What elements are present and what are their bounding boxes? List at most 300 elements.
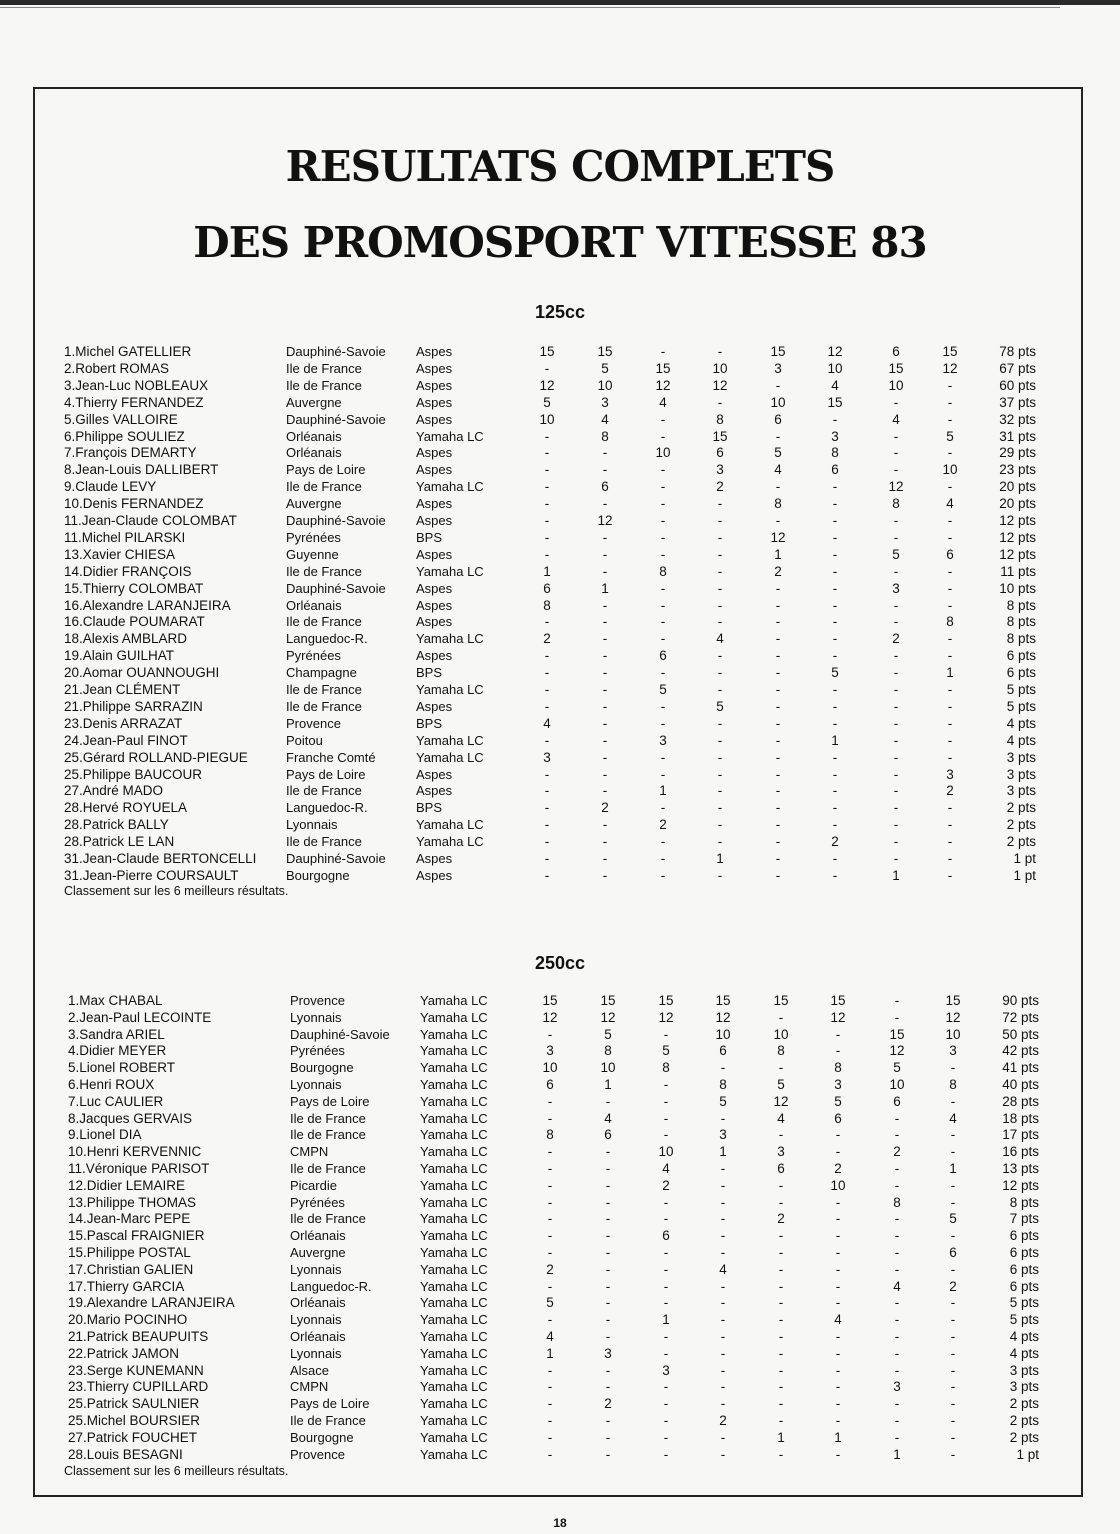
rider-region: Ile de France [286,834,362,850]
race-score: 4 [834,1312,842,1328]
total-points: 6 pts [1009,1245,1039,1260]
race-score: 5 [831,665,839,681]
race-score: 2 [662,1177,670,1193]
race-score: 12 [888,479,904,495]
race-score: - [544,867,550,883]
rider-region: Alsace [290,1362,330,1378]
race-score: - [717,749,723,765]
race-score: - [832,580,838,596]
rider-team: Yamaha LC [416,834,484,850]
race-score: 10 [827,360,843,376]
table-row [0,377,1120,394]
race-score: 3 [777,1144,785,1160]
race-score: - [544,529,550,545]
total-points: 60 pts [999,377,1036,393]
race-score: - [947,715,953,731]
race-score: - [544,496,550,512]
race-score: 2 [659,817,667,833]
race-score: - [832,682,838,697]
table-row [0,1345,1120,1362]
rider-team: Yamaha LC [420,1144,488,1160]
race-score: - [544,766,550,782]
race-score: - [894,1362,900,1378]
table-row [0,1278,1120,1295]
table-row [0,1362,1120,1379]
race-score: 6 [601,479,609,495]
race-score: - [835,1278,841,1294]
race-score: 5 [893,1060,901,1076]
race-score: - [894,1429,900,1445]
race-score: 6 [893,1093,901,1109]
race-score: 10 [889,1077,905,1092]
race-score: - [547,1429,553,1445]
race-score: 12 [945,1009,961,1025]
race-score: 6 [777,1161,785,1176]
race-score: 8 [892,496,900,512]
race-score: 3 [719,1127,727,1143]
table-row [0,766,1120,783]
rider-name: 8.Jacques GERVAIS [68,1110,193,1126]
rider-name: 31.Jean-Pierre COURSAULT [64,867,239,883]
race-score: - [602,631,608,647]
rider-region: CMPN [290,1379,329,1395]
rider-name: 16.Claude POUMARAT [64,614,205,630]
rider-name: 15.Philippe POSTAL [68,1245,191,1260]
rider-name: 14.Jean-Marc PEPE [68,1211,191,1227]
table-row [0,1429,1120,1446]
race-score: - [717,563,723,579]
rider-team: Yamaha LC [420,1060,488,1076]
rider-team: Yamaha LC [420,1295,488,1311]
race-score: - [605,1211,611,1227]
race-score: 4 [892,411,900,427]
race-score: 12 [539,377,555,393]
race-score: 15 [655,360,671,376]
total-points: 5 pts [1006,682,1036,697]
race-score: - [544,513,550,528]
race-score: 12 [827,344,843,359]
race-score: - [547,1144,553,1160]
rider-team: Aspes [416,394,453,410]
table-row [0,580,1120,597]
table-row [0,664,1120,681]
race-score: - [544,732,550,748]
race-score: - [778,1245,784,1260]
rider-team: Yamaha LC [416,479,484,495]
race-score: - [835,1261,841,1277]
race-score: - [717,715,723,731]
race-score: - [547,1446,553,1462]
rider-name: 28.Hervé ROYUELA [64,800,188,816]
race-score: 5 [604,1026,612,1042]
rider-region: Dauphiné-Savoie [286,513,386,528]
race-score: - [660,344,666,359]
race-score: - [717,834,723,850]
race-score: - [778,1396,784,1412]
race-score: - [660,698,666,714]
race-score: - [893,614,899,630]
race-score: 2 [831,834,839,850]
race-score: - [835,1345,841,1361]
rider-region: Languedoc-R. [286,800,368,816]
rider-region: Auvergne [290,1245,346,1260]
race-score: - [775,580,781,596]
race-score: - [835,1144,841,1160]
table-row [0,428,1120,445]
race-score: - [832,749,838,765]
race-score: - [947,377,953,393]
total-points: 90 pts [1002,993,1039,1008]
table-row [0,461,1120,478]
race-score: - [717,394,723,410]
race-score: 15 [773,993,789,1008]
rider-name: 11.Jean-Claude COLOMBAT [64,513,237,528]
rider-name: 13.Xavier CHIESA [64,546,176,562]
race-score: - [832,546,838,562]
race-score: - [832,563,838,579]
race-score: - [775,783,781,799]
rider-name: 17.Thierry GARCIA [68,1278,185,1294]
rider-name: 23.Denis ARRAZAT [64,715,183,731]
race-score: 15 [770,344,786,359]
rider-team: Yamaha LC [416,682,484,697]
table-row [0,1227,1120,1244]
total-points: 12 pts [999,546,1036,562]
race-score: 8 [946,614,954,630]
race-score: 15 [597,344,613,359]
race-score: - [950,1345,956,1361]
race-score: 5 [719,1093,727,1109]
race-score: - [544,648,550,664]
total-points: 2 pts [1006,800,1036,816]
race-score: - [778,1194,784,1210]
race-score: - [544,479,550,495]
race-score: - [605,1379,611,1395]
table-row [0,613,1120,630]
race-score: - [605,1245,611,1260]
race-score: 6 [604,1127,612,1143]
race-score: - [663,1396,669,1412]
race-score: - [893,732,899,748]
race-score: 1 [946,665,954,681]
race-score: - [775,749,781,765]
rider-team: Yamaha LC [420,1278,488,1294]
race-score: - [832,631,838,647]
race-score: - [720,1228,726,1244]
race-score: 8 [546,1127,554,1143]
race-score: - [835,1245,841,1260]
rider-name: 7.Luc CAULIER [68,1093,164,1109]
race-score: - [832,597,838,613]
rider-team: Yamaha LC [420,1161,488,1176]
rider-team: Aspes [416,411,453,427]
race-score: - [832,867,838,883]
total-points: 32 pts [999,411,1036,427]
rider-team: Yamaha LC [420,1429,488,1445]
race-score: - [832,648,838,664]
total-points: 6 pts [1006,648,1036,664]
race-score: - [775,428,781,444]
race-score: - [835,1211,841,1227]
race-score: - [893,394,899,410]
rider-region: Dauphiné-Savoie [286,411,386,427]
race-score: - [660,546,666,562]
total-points: 4 pts [1006,732,1036,748]
race-score: - [660,749,666,765]
race-score: 8 [543,597,551,613]
race-score: - [663,1429,669,1445]
rider-team: BPS [416,665,443,681]
race-score: - [602,496,608,512]
race-score: - [832,698,838,714]
total-points: 12 pts [1002,1177,1039,1193]
rider-team: Yamaha LC [416,563,484,579]
race-score: - [835,1026,841,1042]
race-score: 5 [949,1211,957,1227]
rider-name: 5.Lionel ROBERT [68,1060,176,1076]
race-score: 15 [600,993,616,1008]
rider-team: Aspes [416,344,453,359]
race-score: - [832,783,838,799]
rider-name: 19.Alexandre LARANJEIRA [68,1295,235,1311]
race-score: - [947,749,953,765]
rider-team: Yamaha LC [420,1043,488,1059]
race-score: - [893,513,899,528]
race-score: 3 [716,462,724,478]
table-row [0,1110,1120,1127]
page-number: 18 [553,1516,567,1530]
rider-region: Provence [290,1446,345,1462]
rider-team: Aspes [416,783,453,799]
race-score: - [950,1446,956,1462]
race-score: - [720,1161,726,1176]
race-score: - [832,614,838,630]
table-row [0,749,1120,766]
total-points: 1 pt [1013,851,1036,866]
race-score: 2 [716,479,724,495]
race-score: - [947,529,953,545]
race-score: - [660,851,666,866]
rider-region: Lyonnais [290,1009,342,1025]
race-score: - [602,732,608,748]
rider-region: Pays de Loire [290,1093,370,1109]
race-score: - [950,1396,956,1412]
table-row [0,563,1120,580]
rider-name: 5.Gilles VALLOIRE [64,411,178,427]
race-score: - [947,597,953,613]
race-score: 6 [659,648,667,664]
rider-region: Pyrénées [286,648,341,664]
rider-name: 25.Philippe BAUCOUR [64,766,203,782]
race-score: - [835,1446,841,1462]
rider-team: Yamaha LC [420,1110,488,1126]
race-score: - [775,732,781,748]
race-score: - [778,1345,784,1361]
race-score: - [775,698,781,714]
race-score: - [663,1261,669,1277]
race-score: 6 [834,1110,842,1126]
race-score: - [605,1161,611,1176]
rider-team: Yamaha LC [420,1379,488,1395]
race-score: 4 [831,377,839,393]
race-score: - [544,360,550,376]
race-score: 8 [834,1060,842,1076]
rider-name: 10.Henri KERVENNIC [68,1144,202,1160]
total-points: 3 pts [1006,783,1036,799]
rider-name: 11.Michel PILARSKI [64,529,186,545]
race-score: - [544,851,550,866]
race-score: - [950,1144,956,1160]
total-points: 67 pts [999,360,1036,376]
race-score: - [602,665,608,681]
race-score: - [894,1127,900,1143]
race-score: - [835,1127,841,1143]
rider-region: Pyrénées [290,1194,345,1210]
race-score: - [660,462,666,478]
rider-team: Yamaha LC [420,1413,488,1428]
rider-team: Aspes [416,648,453,664]
race-score: - [544,817,550,833]
table-row [0,1378,1120,1395]
race-score: - [720,1110,726,1126]
race-score: - [835,1295,841,1311]
race-score: - [663,1329,669,1344]
race-score: 5 [601,360,609,376]
rider-region: Lyonnais [286,817,338,833]
race-score: - [720,1177,726,1193]
rider-team: Yamaha LC [420,1245,488,1260]
race-score: - [950,1093,956,1109]
total-points: 12 pts [999,529,1036,545]
race-score: - [602,867,608,883]
race-score: 1 [834,1429,842,1445]
race-score: - [835,1228,841,1244]
race-score: - [775,800,781,816]
rider-team: Yamaha LC [420,1127,488,1143]
race-score: - [605,1144,611,1160]
rider-name: 23.Serge KUNEMANN [68,1362,204,1378]
rider-name: 19.Alain GUILHAT [64,648,175,664]
race-score: - [663,1093,669,1109]
rider-region: Languedoc-R. [286,631,368,647]
section-title-250cc: 250cc [534,953,586,973]
race-score: 4 [949,1110,957,1126]
rider-region: Orléanais [286,445,342,461]
race-score: - [544,665,550,681]
race-score: - [602,614,608,630]
race-score: - [605,1228,611,1244]
race-score: - [893,800,899,816]
race-score: 6 [831,462,839,478]
total-points: 8 pts [1006,597,1036,613]
race-score: 3 [601,394,609,410]
rider-name: 12.Didier LEMAIRE [68,1177,186,1193]
race-score: 15 [889,1026,905,1042]
race-score: - [893,749,899,765]
race-score: 4 [893,1278,901,1294]
race-score: - [660,614,666,630]
total-points: 1 pt [1013,867,1036,883]
race-score: - [717,800,723,816]
race-score: - [832,715,838,731]
race-score: 8 [893,1194,901,1210]
table-row [0,1244,1120,1261]
race-score: - [894,1177,900,1193]
table-row [0,867,1120,884]
table-row [0,495,1120,512]
rider-region: Pays de Loire [290,1396,370,1412]
rider-team: Aspes [416,867,453,883]
race-score: - [778,1295,784,1311]
table-row [0,1143,1120,1160]
race-score: 6 [946,546,954,562]
race-score: - [947,445,953,461]
rider-team: Aspes [416,462,453,478]
race-score: - [947,834,953,850]
race-score: - [544,428,550,444]
race-score: - [835,1379,841,1395]
race-score: 1 [543,563,551,579]
race-score: 15 [539,344,555,359]
race-score: 4 [662,1161,670,1176]
race-score: 15 [712,428,728,444]
top-rule-thin [0,7,1060,8]
rider-name: 2.Jean-Paul LECOINTE [68,1009,212,1025]
race-score: - [832,496,838,512]
race-score: - [602,749,608,765]
race-score: - [663,1295,669,1311]
race-score: 1 [546,1345,554,1361]
table-row [0,647,1120,664]
rider-team: Yamaha LC [416,749,484,765]
race-score: - [605,1295,611,1311]
rider-region: Ile de France [290,1211,366,1227]
total-points: 2 pts [1006,834,1036,850]
race-score: - [717,496,723,512]
race-score: 10 [712,360,728,376]
rider-name: 21.Philippe SARRAZIN [64,698,203,714]
race-score: - [663,1211,669,1227]
race-score: 8 [601,428,609,444]
race-score: 3 [659,732,667,748]
rider-name: 6.Philippe SOULIEZ [64,428,185,444]
race-score: - [832,766,838,782]
race-score: - [950,1312,956,1328]
table-row [0,546,1120,563]
race-score: 10 [888,377,904,393]
total-points: 4 pts [1009,1329,1039,1344]
rider-team: BPS [416,800,443,816]
race-score: - [717,665,723,681]
table-row [0,1261,1120,1278]
race-score: - [894,1009,900,1025]
race-score: - [660,834,666,850]
rider-name: 17.Christian GALIEN [68,1261,194,1277]
rider-region: Champagne [286,665,357,681]
total-points: 4 pts [1006,715,1036,731]
rider-region: Picardie [290,1177,337,1193]
total-points: 6 pts [1006,665,1036,681]
race-score: 5 [716,698,724,714]
race-score: 1 [949,1161,957,1176]
rider-name: 4.Didier MEYER [68,1043,167,1059]
total-points: 17 pts [1002,1127,1039,1143]
race-score: 6 [892,344,900,359]
rider-name: 13.Philippe THOMAS [68,1194,197,1210]
rider-region: Languedoc-R. [290,1278,372,1294]
race-score: - [950,1060,956,1076]
rider-name: 31.Jean-Claude BERTONCELLI [64,851,257,866]
